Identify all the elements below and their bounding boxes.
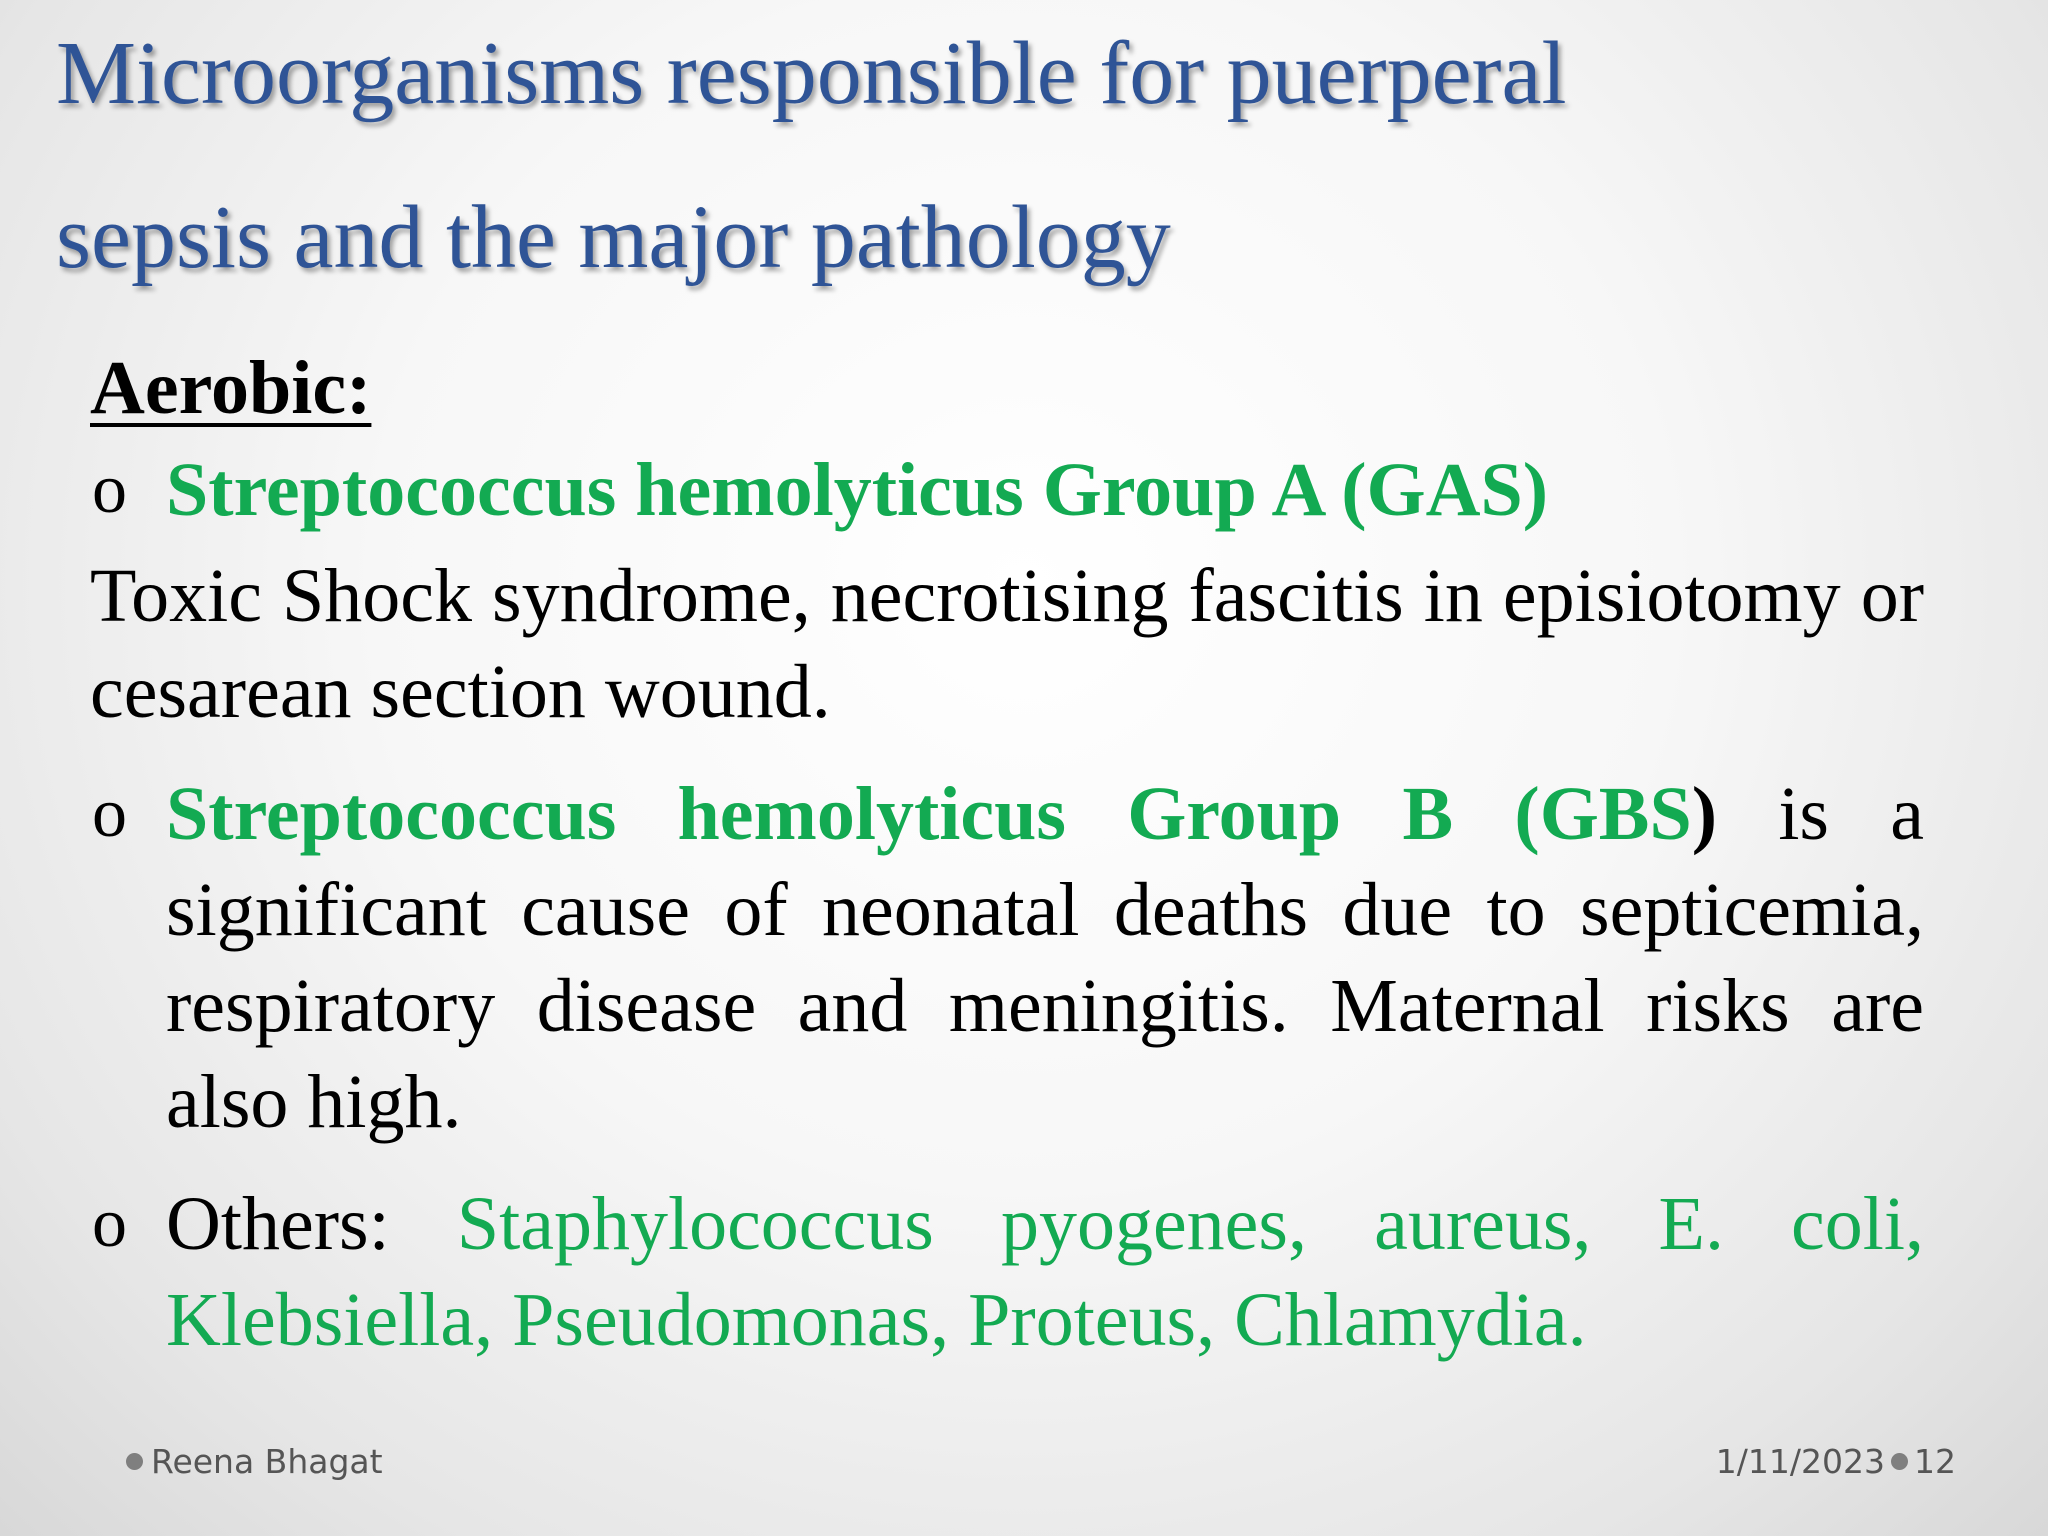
slide-body bbox=[90, 340, 1924, 1368]
footer-date-page bbox=[1716, 1442, 1956, 1481]
slide-title-line-2: sepsis and the major pathology bbox=[56, 188, 1171, 287]
bullet-item-others bbox=[90, 1176, 1924, 1368]
slide-title-line-1: Microorganisms responsible for puerperal bbox=[56, 24, 1567, 123]
section-heading-aerobic: Aerobic: bbox=[90, 346, 372, 430]
organism-gas-label: Streptococcus hemolyticus Group A (GAS) bbox=[166, 448, 1549, 532]
bullet-marker: o bbox=[92, 451, 127, 528]
slide-title bbox=[56, 0, 1956, 320]
others-organisms-list: Staphylococcus pyogenes, aureus, E. coli, Klebsiella, Pseudomonas, Proteus, Chlamydia. bbox=[166, 1182, 1925, 1362]
gbs-description: is a significant cause of neonatal deaths due to septicemia, respiratory disease and meningitis. Maternal risks are also high. bbox=[166, 772, 1924, 1144]
footer-author bbox=[126, 1442, 383, 1481]
footer-author-name: Reena Bhagat bbox=[151, 1442, 383, 1481]
gas-description: Toxic Shock syndrome, necrotising fascitis in episiotomy or cesarean section wound. bbox=[90, 554, 1924, 734]
footer-date: 1/11/2023 bbox=[1715, 1442, 1885, 1481]
footer-separator-dot-icon bbox=[1891, 1453, 1908, 1470]
organism-gbs-label: Streptococcus hemolyticus Group B (GBS bbox=[166, 772, 1692, 856]
organism-gbs-close-paren: ) bbox=[1691, 772, 1718, 856]
bullet-item-gas bbox=[90, 442, 1924, 538]
footer-bullet-dot-icon bbox=[126, 1453, 143, 1470]
others-prefix: Others: bbox=[166, 1182, 457, 1266]
bullet-marker: o bbox=[92, 1185, 127, 1262]
bullet-marker: o bbox=[92, 775, 127, 852]
footer-page-number: 12 bbox=[1914, 1442, 1956, 1481]
bullet-item-gbs bbox=[90, 766, 1924, 1150]
